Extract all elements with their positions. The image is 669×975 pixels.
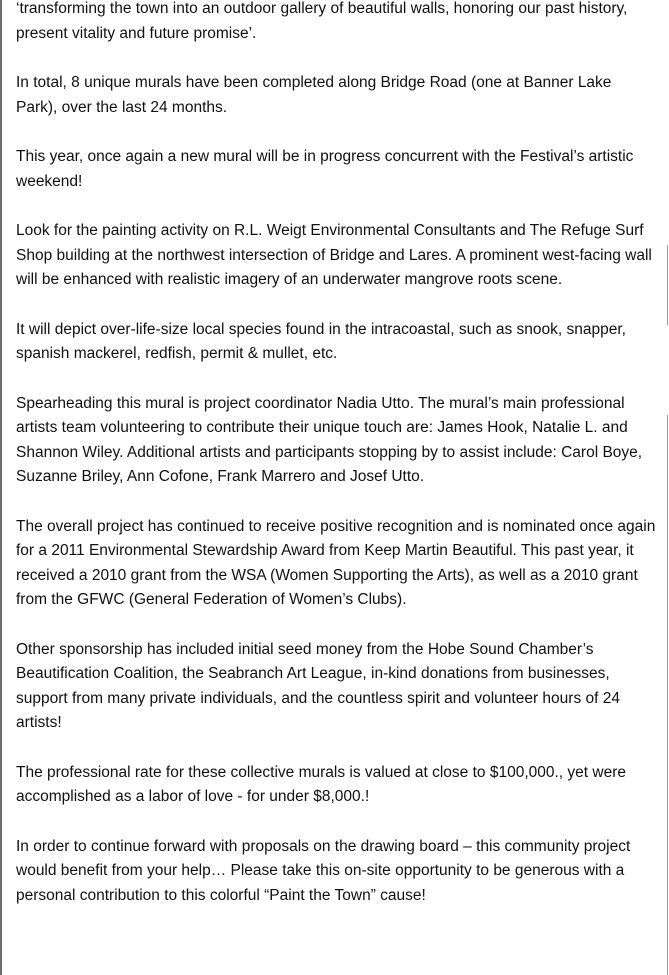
article-body [16, 0, 656, 933]
paragraph-gallery-quote: ‘transforming the town into an outdoor gallery of beautiful walls, honoring our past history, present vitality and future promise’. [16, 0, 628, 42]
paragraph-value: The professional rate for these collective murals is valued at close to $100,000., yet were accomplished as a labor of love - for under $8,000.! [16, 763, 626, 805]
paragraph-painting-location: Look for the painting activity on R.L. Weigt Environmental Consultants and The Refuge Surf Shop building at the northwest intersection of Bridge and Lares. A prominent west-facing wall will be enhanced with realistic imagery of an underwater mangrove roots scene. [16, 222, 652, 288]
paragraph-recognition: The overall project has continued to receive positive recognition and is nominated once again for a 2011 Environmental Stewardship Award from Keep Martin Beautiful. This past year, it received a 2010 grant from the WSA (Women Supporting the Arts), as well as a 2010 grant from the GFWC (General Federation of Women’s Clubs). [16, 517, 656, 608]
paragraph-call-to-action: In order to continue forward with proposals on the drawing board – this community project would benefit from your help… Please take this on-site opportunity to be generous with a personal contribution to this colorful “Paint the Town” cause! [16, 837, 631, 904]
right-border-lower [667, 415, 668, 975]
left-border [0, 0, 2, 975]
paragraph-sponsorship: Other sponsorship has included initial seed money from the Hobe Sound Chamber’s Beautification Coalition, the Seabranch Art League, in-kind donations from businesses, support from many private individuals, and the countless spirit and volunteer hours of 24 artists! [16, 640, 620, 731]
paragraph-artists-team: Spearheading this mural is project coordinator Nadia Utto. The mural’s main professional artists team volunteering to contribute their unique touch are: James Hook, Natalie L. and Shannon Wiley. Additional artists and participants stopping by to assist include: Carol Boye, Suzanne Briley, Ann Cofone, Frank Marrero and Josef Utto. [16, 394, 643, 485]
paragraph-new-mural: This year, once again a new mural will be in progress concurrent with the Festival’s artistic weekend! [16, 148, 634, 190]
right-border-upper [667, 245, 668, 325]
paragraph-murals-completed: In total, 8 unique murals have been completed along Bridge Road (one at Banner Lake Park), over the last 24 months. [16, 74, 612, 116]
paragraph-local-species: It will depict over-life-size local species found in the intracoastal, such as snook, snapper, spanish mackerel, redfish, permit & mullet, etc. [16, 320, 626, 362]
